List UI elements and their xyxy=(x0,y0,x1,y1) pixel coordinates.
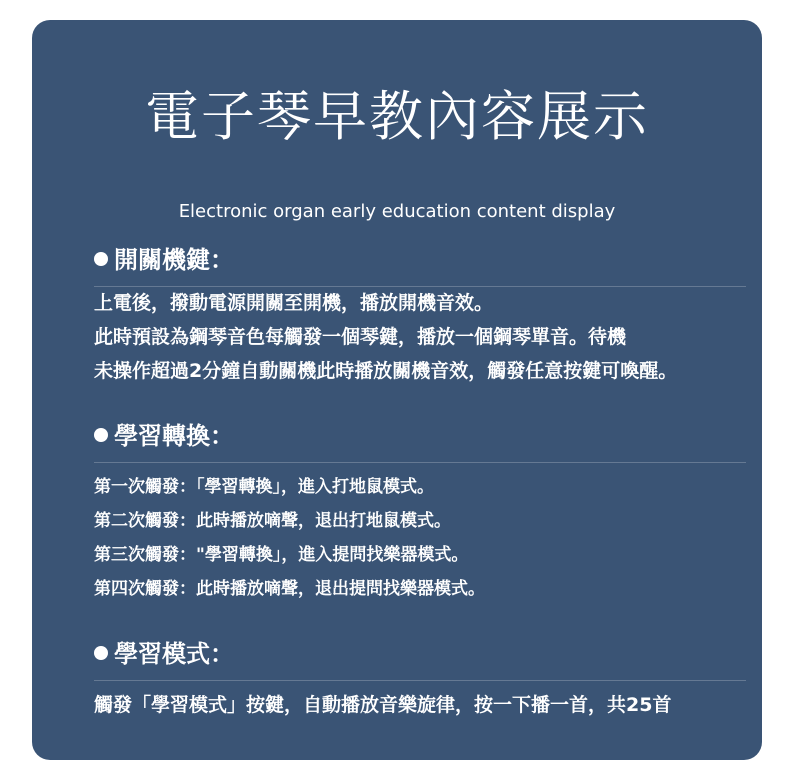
body-line: 第四次觸發：此時播放嘀聲，退出提問找樂器模式。 xyxy=(94,579,485,599)
page-title: 電子琴早教內容展示 xyxy=(145,85,649,148)
bullet-dot-icon xyxy=(94,428,108,442)
body-line: 未操作超過2分鐘自動關機此時播放關機音效，觸發任意按鍵可喚醒。 xyxy=(94,360,678,382)
body-line: 第一次觸發：「學習轉換」，進入打地鼠模式。 xyxy=(94,477,434,497)
section-divider xyxy=(94,680,746,681)
content-card xyxy=(32,20,762,760)
section-heading-label: 學習轉換： xyxy=(114,422,234,450)
section-heading-learning-mode xyxy=(94,642,234,666)
section-heading-learning-switch xyxy=(94,424,234,448)
body-line: 第三次觸發："學習轉換」，進入提問找樂器模式。 xyxy=(94,545,469,565)
section-body-power xyxy=(94,286,677,388)
bullet-dot-icon xyxy=(94,252,108,266)
body-line: 第二次觸發：此時播放嘀聲，退出打地鼠模式。 xyxy=(94,511,451,531)
section-body-learning-switch xyxy=(94,470,485,606)
body-line: 上電後，撥動電源開關至開機，播放開機音效。 xyxy=(94,292,494,314)
section-heading-power xyxy=(94,248,234,272)
body-line: 觸發「學習模式」按鍵，自動播放音樂旋律，按一下播一首，共25首 xyxy=(94,694,672,716)
section-divider xyxy=(94,462,746,463)
page-subtitle: Electronic organ early education content display xyxy=(178,201,616,222)
section-heading-label: 學習模式： xyxy=(114,640,234,668)
section-body-learning-mode xyxy=(94,688,671,722)
body-line: 此時預設為鋼琴音色每觸發一個琴鍵，播放一個鋼琴單音。待機 xyxy=(94,326,627,348)
bullet-dot-icon xyxy=(94,646,108,660)
section-heading-label: 開關機鍵： xyxy=(114,246,234,274)
